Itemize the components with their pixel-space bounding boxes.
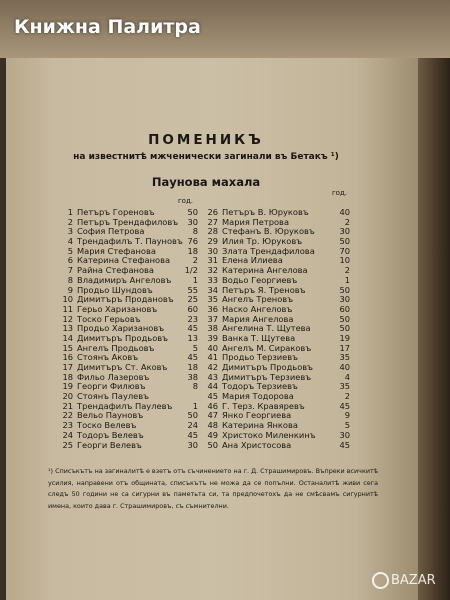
item-age: 2: [344, 391, 350, 402]
section-heading: Паунова махала: [151, 175, 261, 189]
item-number: 8: [67, 274, 73, 285]
item-age: 4: [344, 371, 350, 382]
item-age: 18: [187, 245, 198, 256]
item-name: Фильо Лазеровъ: [77, 371, 150, 382]
item-name: Водьо Георгиевъ: [222, 274, 298, 285]
item-name: Янко Георгиева: [222, 410, 292, 421]
item-number: 22: [62, 410, 73, 421]
item-number: 46: [207, 400, 218, 411]
item-name: Стефанъ В. Юруковъ: [222, 226, 315, 237]
item-number: 6: [67, 255, 73, 266]
item-number: 2: [67, 216, 73, 227]
item-number: 15: [62, 342, 73, 353]
item-age: 10: [339, 255, 350, 266]
item-age: 35: [339, 381, 350, 392]
item-number: 38: [207, 323, 218, 334]
item-name: Трендафилъ Т. Пауновъ: [77, 236, 183, 247]
item-number: 30: [207, 245, 218, 256]
item-age: 45: [187, 323, 198, 334]
item-number: 12: [62, 313, 73, 324]
item-age: 50: [339, 236, 350, 247]
item-age: 2: [344, 265, 350, 276]
item-name: Георги Велевъ: [77, 439, 142, 450]
item-number: 33: [207, 274, 218, 285]
item-number: 42: [207, 362, 218, 372]
item-age: 45: [187, 429, 198, 440]
item-number: 19: [62, 381, 73, 392]
item-age: 18: [187, 362, 198, 372]
item-number: 32: [207, 265, 218, 276]
item-age: 2: [192, 255, 198, 266]
item-number: 41: [207, 352, 218, 363]
list-item: [205, 441, 350, 451]
item-name: Мария Тодорова: [222, 391, 294, 402]
item-age: 5: [344, 420, 350, 431]
item-name: Петъръ Гореновъ: [77, 207, 155, 217]
item-name: Елена Илиева: [222, 255, 283, 266]
watermark-text: Книжна Палитра: [14, 16, 201, 38]
item-age: 19: [339, 332, 350, 343]
item-number: 3: [67, 226, 73, 237]
item-name: Ангелъ М. Сираковъ: [222, 342, 312, 353]
item-age: 30: [339, 226, 350, 237]
item-age: 50: [187, 207, 198, 217]
item-number: 47: [207, 410, 218, 421]
item-number: 17: [62, 362, 73, 372]
item-name: Ангелина Т. Щутева: [222, 323, 311, 334]
item-number: 28: [207, 226, 218, 237]
bazar-logo: [372, 572, 436, 589]
item-number: 26: [207, 207, 218, 217]
right-name-list: [205, 208, 350, 450]
item-number: 10: [62, 294, 73, 305]
item-age: 1: [192, 274, 198, 285]
item-name: Ангелъ Треновъ: [222, 294, 294, 305]
footnote: ¹) Списъкътъ на загиналитѣ е взетъ отъ съчинението на г. Д. Страшимировъ. Въпреки всичкитѣ усилия, направени отъ общината, списъкътъ не можа да се попълни. Останалитѣ живи сега следъ 50 години не са сигурни въ паметьта си, та предпочетохъ да не смѣсвамъ сигурнитѣ имена, които дава г. Страшимировъ, съ съмнителни.: [48, 467, 378, 510]
item-number: 20: [62, 391, 73, 402]
item-number: 34: [207, 284, 218, 295]
item-name: Илия Тр. Юруковъ: [222, 236, 303, 247]
item-age: 30: [339, 294, 350, 305]
item-number: 24: [62, 429, 73, 440]
item-name: Злата Трендафилова: [222, 245, 315, 256]
item-name: София Петрова: [77, 226, 145, 237]
item-name: Владимиръ Ангеловъ: [77, 274, 172, 285]
item-name: Тоско Герьовъ: [77, 313, 141, 324]
item-name: Петъръ Я. Треновъ: [222, 284, 306, 295]
item-age: 25: [187, 294, 198, 305]
list-item: [60, 441, 198, 451]
item-age: 76: [187, 236, 198, 247]
item-age: 50: [187, 410, 198, 421]
item-name: Димитъръ Ст. Аковъ: [77, 362, 168, 372]
item-age: 30: [187, 439, 198, 450]
item-number: 4: [67, 236, 73, 247]
item-name: Димитъръ Продьовъ: [222, 362, 314, 372]
item-number: 18: [62, 371, 73, 382]
item-name: Димитъръ Продьовъ: [77, 332, 169, 343]
item-name: Катерина Янкова: [222, 420, 298, 431]
item-number: 5: [67, 245, 73, 256]
item-age: 45: [339, 439, 350, 450]
item-number: 40: [207, 342, 218, 353]
item-age: 70: [339, 245, 350, 256]
item-number: 7: [67, 265, 73, 276]
item-name: Ванка Т. Щутева: [222, 332, 296, 343]
item-number: 48: [207, 420, 218, 431]
item-number: 49: [207, 429, 218, 440]
item-name: Ана Христосова: [222, 439, 292, 450]
item-number: 36: [207, 303, 218, 314]
item-name: Катерина Стефанова: [77, 255, 171, 266]
item-number: 35: [207, 294, 218, 305]
item-name: Г. Терз. Кравяревъ: [222, 400, 305, 411]
item-name: Продьо Харизановъ: [77, 323, 165, 334]
item-name: Димитъръ Продановъ: [77, 294, 174, 305]
item-age: 8: [192, 381, 198, 392]
item-age: 30: [339, 429, 350, 440]
item-number: 9: [67, 284, 73, 295]
item-number: 45: [207, 391, 218, 402]
item-number: 29: [207, 236, 218, 247]
book-spine: [418, 0, 450, 600]
item-name: Димитъръ Терзиевъ: [222, 371, 312, 382]
item-number: 43: [207, 371, 218, 382]
item-name: Наско Ангеловъ: [222, 303, 293, 314]
item-age: 1/2: [184, 265, 198, 276]
item-number: 11: [62, 303, 73, 314]
item-name: Стоянъ Паулевъ: [77, 391, 150, 402]
item-name: Петъръ В. Юруковъ: [222, 207, 309, 217]
item-name: Стоянъ Аковъ: [77, 352, 139, 363]
item-number: 13: [62, 323, 73, 334]
item-age: 17: [339, 342, 350, 353]
page-subtitle: на известнитѣ мжченически загинали въ Бетакъ ¹): [73, 152, 339, 162]
item-name: Христоко Миленкинъ: [222, 429, 316, 440]
item-age: 38: [187, 371, 198, 382]
item-name: Тодоръ Велевъ: [77, 429, 144, 440]
logo-icon: [372, 572, 389, 589]
item-age: 30: [187, 216, 198, 227]
item-age: 60: [339, 303, 350, 314]
item-name: Трендафилъ Паулевъ: [77, 400, 173, 411]
item-name: Вельо Пауновъ: [77, 410, 144, 421]
item-age: 8: [192, 226, 198, 237]
item-age: 40: [339, 207, 350, 217]
item-name: Катерина Ангелова: [222, 265, 308, 276]
item-name: Мария Петрова: [222, 216, 290, 227]
item-number: 39: [207, 332, 218, 343]
item-number: 50: [207, 439, 218, 450]
item-age: 1: [344, 274, 350, 285]
right-age-header: год.: [332, 189, 348, 197]
item-number: 1: [67, 207, 73, 217]
item-age: 45: [187, 352, 198, 363]
item-age: 1: [192, 400, 198, 411]
item-age: 24: [187, 420, 198, 431]
item-age: 9: [344, 410, 350, 421]
item-name: Георги Филювъ: [77, 381, 146, 392]
item-number: 21: [62, 400, 73, 411]
item-number: 16: [62, 352, 73, 363]
item-name: Ангелъ Продьовъ: [77, 342, 155, 353]
item-number: 37: [207, 313, 218, 324]
item-age: 50: [339, 313, 350, 324]
item-age: 60: [187, 303, 198, 314]
item-age: 5: [192, 342, 198, 353]
item-age: 2: [344, 216, 350, 227]
left-name-list: [60, 208, 198, 450]
item-name: Петъръ Трендафиловъ: [77, 216, 179, 227]
item-age: 13: [187, 332, 198, 343]
item-age: 40: [339, 362, 350, 372]
logo-text: BAZAR: [391, 573, 436, 588]
item-number: 14: [62, 332, 73, 343]
item-age: 55: [187, 284, 198, 295]
item-name: Мария Ангелова: [222, 313, 294, 324]
item-age: 50: [339, 323, 350, 334]
item-number: 23: [62, 420, 73, 431]
item-name: Тодоръ Терзиевъ: [222, 381, 298, 392]
item-age: 35: [339, 352, 350, 363]
left-age-header: год.: [178, 197, 194, 205]
item-number: 44: [207, 381, 218, 392]
item-name: Мария Стефанова: [77, 245, 156, 256]
item-number: 31: [207, 255, 218, 266]
item-name: Герьо Харизановъ: [77, 303, 158, 314]
item-name: Райна Стефанова: [77, 265, 155, 276]
item-name: Тоско Велевъ: [77, 420, 137, 431]
item-name: Продьо Шундовъ: [77, 284, 153, 295]
page-title: ПОМЕНИКЪ: [148, 132, 264, 148]
item-number: 27: [207, 216, 218, 227]
item-age: 50: [339, 284, 350, 295]
item-number: 25: [62, 439, 73, 450]
item-age: 23: [187, 313, 198, 324]
item-name: Продьо Терзиевъ: [222, 352, 299, 363]
item-age: 45: [339, 400, 350, 411]
